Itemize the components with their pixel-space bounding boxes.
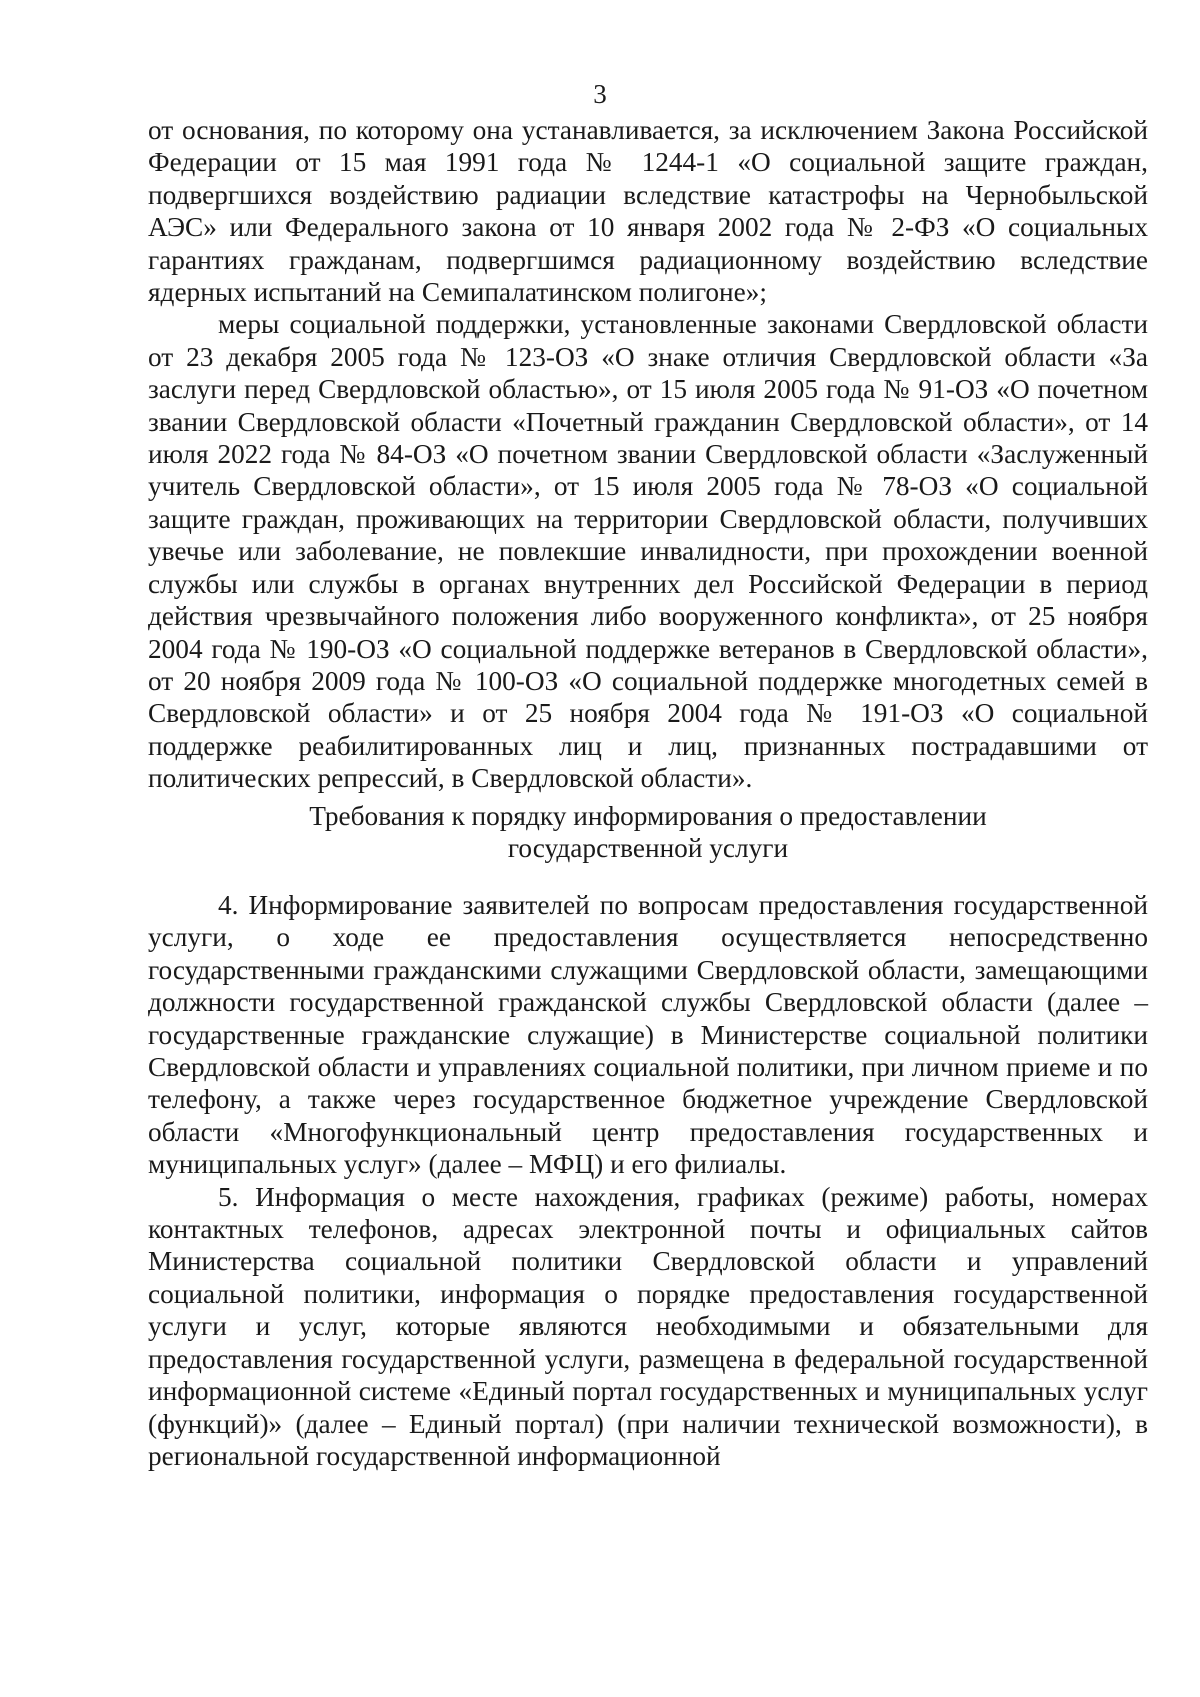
body-text-top (148, 114, 1148, 795)
section-heading (148, 800, 1148, 865)
page-number: 3 (593, 79, 607, 109)
paragraph-continuation: от основания, по которому она устанавливается, за исключением Закона Российской Федерации от 15 мая 1991 года № 1244-1 «О социальной защите граждан, подвергшихся воздействию радиации вследствие катастрофы на Чернобыльской АЭС» или Федерального закона от 10 января 2002 года № 2-ФЗ «О социальных гарантиях гражданам, подвергшимся радиационному воздействию вследствие ядерных испытаний на Семипалатинском полигоне»; (148, 115, 1148, 308)
paragraph-item-4: 4. Информирование заявителей по вопросам предоставления государственной услуги, о ходе ее предоставления осуществляется непосредственно государственными гражданскими служащими Свердловской области, замещающими должности государственной гражданской службы Свердловской области (далее – государственные гражданские служащие) в Министерстве социальной политики Свердловской области и управлениях социальной политики, при личном приеме и по телефону, а также через государственное бюджетное учреждение Свердловской области «Многофункциональный центр предоставления государственных и муниципальных услуг» (далее – МФЦ) и его филиалы. (148, 890, 1148, 1180)
body-text-bottom (148, 889, 1148, 1472)
paragraph-support-measures: меры социальной поддержки, установленные законами Свердловской области от 23 декабря 2005 года № 123-ОЗ «О знаке отличия Свердловской области «За заслуги перед Свердловской областью», от 15 июля 2005 года № 91-ОЗ «О почетном звании Свердловской области «Почетный гражданин Свердловской области», от 14 июля 2022 года № 84-ОЗ «О почетном звании Свердловской области «Заслуженный учитель Свердловской области», от 15 июля 2005 года № 78-ОЗ «О социальной защите граждан, проживающих на территории Свердловской области, получивших увечье или заболевание, не повлекшие инвалидности, при прохождении военной службы или службы в органах внутренних дел Российской Федерации в период действия чрезвычайного положения либо вооруженного конфликта», от 25 ноября 2004 года № 190-ОЗ «О социальной поддержке ветеранов в Свердловской области», от 20 ноября 2009 года № 100-ОЗ «О социальной поддержке многодетных семей в Свердловской области» и от 25 ноября 2004 года № 191-ОЗ «О социальной поддержке реабилитированных лиц и лиц, признанных пострадавшими от политических репрессий, в Свердловской области». (148, 309, 1148, 794)
section-heading-line-2: государственной услуги (507, 833, 789, 864)
paragraph-item-5: 5. Информация о месте нахождения, графиках (режиме) работы, номерах контактных телефонов, адресах электронной почты и официальных сайтов Министерства социальной политики Свердловской области и управлений социальной политики, информация о порядке предоставления государственной услуги и услуг, которые являются необходимыми и обязательными для предоставления государственной услуги, размещена в федеральной государственной информационной системе «Единый портал государственных и муниципальных услуг (функций)» (далее – Единый портал) (при наличии технической возможности), в региональной государственной информационной (148, 1181, 1148, 1471)
section-heading-line-1: Требования к порядку информирования о предоставлении (309, 801, 987, 831)
